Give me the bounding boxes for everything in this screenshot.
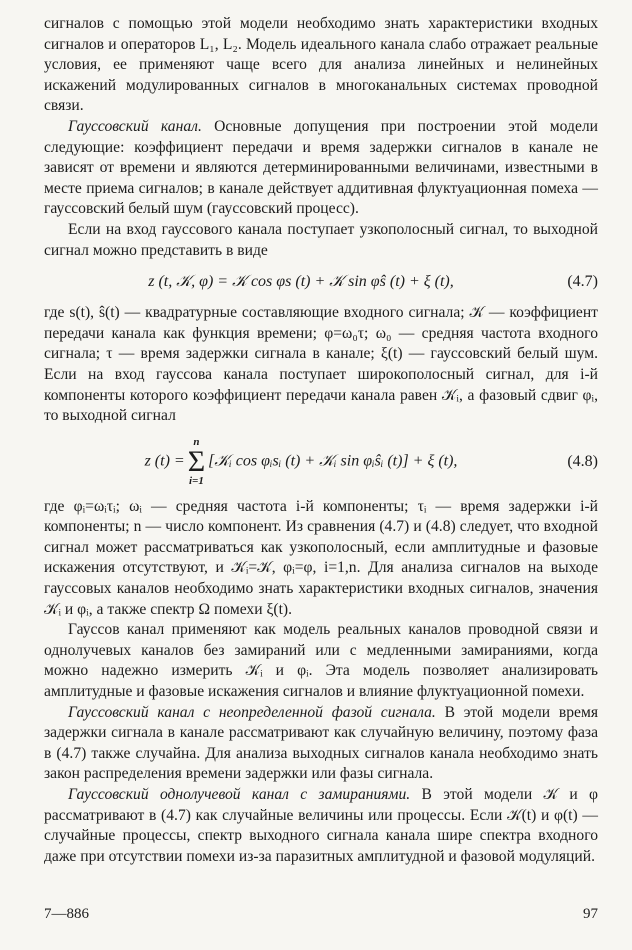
equation-4-8-lhs: z (t) = <box>144 452 185 470</box>
paragraph-uncertain-phase-text: В этой модели время задержки сигнала в канале рассматривают как случайную величину, поэтому фаза в (4.7) также случайна. Для анализа выходных сигналов канала необходимо знать закон распределения времени задержки или фазы сигнала. <box>44 703 598 783</box>
paragraph-narrowband-input: Если на вход гауссового канала поступает узкополосный сигнал, то выходной сигнал можно представить в виде <box>44 220 598 259</box>
paragraph-gaussian-application: Гауссов канал применяют как модель реальных каналов проводной связи и однолучевых каналов без замираний или с медленными замираниями, когда можно надежно измерить 𝒦ᵢ и φᵢ. Эта модель позволяет анализировать амплитудные и фазовые искажения сигналов и влияние флуктуационной помехи. <box>44 621 598 701</box>
printer-signature: 7—886 <box>44 906 89 922</box>
equation-4-8-number: (4.8) <box>567 452 598 470</box>
equation-4-7 <box>44 261 598 303</box>
sum-upper-limit: n <box>193 435 200 448</box>
equation-4-7-number: (4.7) <box>567 273 598 291</box>
page-footer <box>44 906 598 923</box>
paragraph-gaussian-text: Основные допущения при построении этой модели следующие: коэффициент передачи и время задержки сигналов в канале не зависят от времени и являются детерминированными величинами, известными в месте приема сигналов; в канале действует аддитивная флуктуационная помеха — гауссовский белый шум (гауссовский процесс). <box>44 117 598 218</box>
paragraph-gaussian-channel <box>44 117 598 220</box>
page-number: 97 <box>583 906 598 922</box>
paragraph-fading-text: В этой модели 𝒦 и φ рассматривают в (4.7) как случайные величины или процессы. Если 𝒦(t) и φ(t) — случайные процессы, спектр выходного сигнала канала шире спектра входного даже при отсутствии помехи из-за паразитных амплитудной и фазовой модуляций. <box>44 786 598 865</box>
summation-symbol <box>188 437 205 487</box>
paragraph-uncertain-phase <box>44 703 598 785</box>
equation-4-8-expression <box>44 437 558 487</box>
equation-4-8-rhs: [𝒦ᵢ cos φᵢsᵢ (t) + 𝒦ᵢ sin φᵢŝᵢ (t)] + ξ (t), <box>208 452 458 470</box>
paragraph-fading-channel <box>44 785 598 867</box>
equation-4-8 <box>44 427 598 497</box>
paragraph-quadrature-definitions: где s(t), ŝ(t) — квадратурные составляющие входного сигнала; 𝒦 — коэффициент передачи канала как функция времени; φ=ω₀τ; ω₀ — средняя частота входного сигнала; τ — время задержки сигнала в канале; ξ(t) — гауссовский белый шум. Если на вход гауссова канала поступает широкополосный сигнал, для i-й компоненты которого коэффициент передачи канала равен 𝒦ᵢ, а фазовый сдвиг φᵢ, то выходной сигнал <box>44 304 598 425</box>
equation-4-7-expression: z (t, 𝒦, φ) = 𝒦 cos φs (t) + 𝒦 sin φŝ (t) + ξ (t), <box>148 273 454 291</box>
section-title-fading: Гауссовский однолучевой канал с замираниями. <box>68 786 411 803</box>
section-title-uncertain-phase: Гауссовский канал с неопределенной фазой сигнала. <box>68 703 436 721</box>
paragraph-intro: сигналов с помощью этой модели необходимо знать характеристики входных сигналов и операторов L₁, L₂. Модель идеального канала слабо отражает реальные условия, ее применяют чаще всего для анализа линейных и нелинейных искажений модулированных сигналов в многоканальных системах проводной связи. <box>44 15 598 115</box>
sum-lower-limit: i=1 <box>189 474 204 487</box>
paragraph-component-definitions: где φᵢ=ωᵢτᵢ; ωᵢ — средняя частота i-й компоненты; τᵢ — время задержки i-й компоненты; n — число компонент. Из сравнения (4.7) и (4.8) следует, что входной сигнал может рассматриваться как узкополосный, если амплитудные и фазовые искажения отсутствуют, и 𝒦ᵢ=𝒦, φᵢ=φ, i=1,n. Для анализа сигналов на выходе гауссовых каналов необходимо знать характеристики входных сигналов, значения 𝒦ᵢ и φᵢ, а также спектр Ω помехи ξ(t). <box>44 497 598 618</box>
section-title-gaussian: Гауссовский канал. <box>68 117 202 135</box>
sigma-glyph: Σ <box>187 444 206 478</box>
